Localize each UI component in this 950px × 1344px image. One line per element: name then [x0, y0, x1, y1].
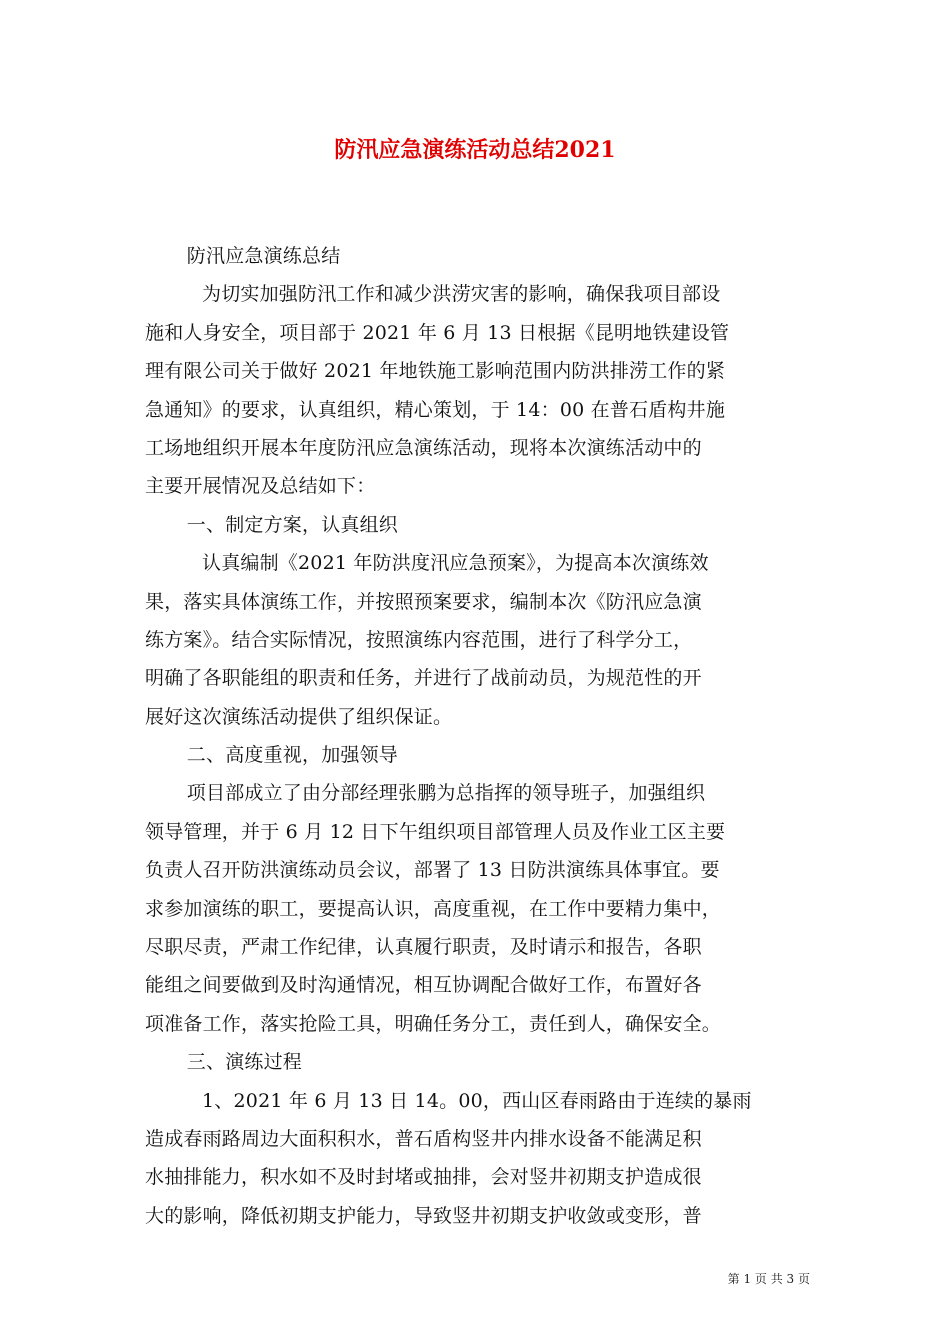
text-line: 能组之间要做到及时沟通情况，相互协调配合做好工作，布置好各: [145, 974, 702, 997]
text-line: 水抽排能力，积水如不及时封堵或抽排，会对竖井初期支护造成很: [145, 1166, 702, 1189]
text-line: 项目部成立了由分部经理张鹏为总指挥的领导班子，加强组织: [186, 782, 706, 805]
text-line: 明确了各职能组的职责和任务，并进行了战前动员，为规范性的开: [145, 667, 702, 690]
text-line: 尽职尽责，严肃工作纪律，认真履行职责，及时请示和报告，各职: [145, 936, 702, 959]
text-line: 1、2021 年 6 月 13 日 14。00，西山区春雨路由于连续的暴雨: [202, 1089, 752, 1112]
text-line: 施和人身安全，项目部于 2021 年 6 月 13 日根据《昆明地铁建设管: [145, 321, 730, 344]
document-title: 防汛应急演练活动总结2021: [334, 137, 616, 163]
text-line: 领导管理，并于 6 月 12 日下午组织项目部管理人员及作业工区主要: [145, 820, 726, 843]
text-line: 理有限公司关于做好 2021 年地铁施工影响范围内防洪排涝工作的紧: [145, 360, 726, 383]
text-line: 防汛应急演练总结: [186, 245, 341, 267]
text-line: 项准备工作，落实抢险工具，明确任务分工，责任到人，确保安全。: [145, 1012, 722, 1035]
document-body: [145, 237, 807, 1235]
text-line: 认真编制《2021 年防洪度汛应急预案》，为提高本次演练效: [202, 552, 709, 575]
text-line: 练方案》。结合实际情况，按照演练内容范围，进行了科学分工，: [145, 628, 693, 651]
text-line: 二、高度重视，加强领导: [186, 744, 398, 767]
text-line: 造成春雨路周边大面积积水，普石盾构竖井内排水设备不能满足积: [145, 1127, 702, 1150]
text-line: 一、制定方案，认真组织: [186, 513, 398, 536]
text-line: 果，落实具体演练工作，并按照预案要求，编制本次《防汛应急演: [145, 590, 702, 613]
text-line: 展好这次演练活动提供了组织保证。: [145, 705, 453, 728]
page-footer: 第 1 页 共 3 页: [727, 1272, 810, 1286]
text-line: 求参加演练的职工，要提高认识，高度重视，在工作中要精力集中，: [145, 897, 722, 920]
text-line: 主要开展情况及总结如下：: [145, 475, 376, 498]
text-line: 三、演练过程: [186, 1051, 302, 1074]
text-line: 工场地组织开展本年度防汛应急演练活动，现将本次演练活动中的: [145, 436, 702, 459]
text-line: 为切实加强防汛工作和减少洪涝灾害的影响，确保我项目部设: [202, 283, 721, 306]
text-line: 急通知》的要求，认真组织，精心策划，于 14：00 在普石盾构井施: [145, 398, 726, 421]
text-line: 大的影响，降低初期支护能力，导致竖井初期支护收敛或变形，普: [145, 1204, 702, 1227]
text-line: 负责人召开防洪演练动员会议，部署了 13 日防洪演练具体事宜。要: [145, 859, 720, 882]
